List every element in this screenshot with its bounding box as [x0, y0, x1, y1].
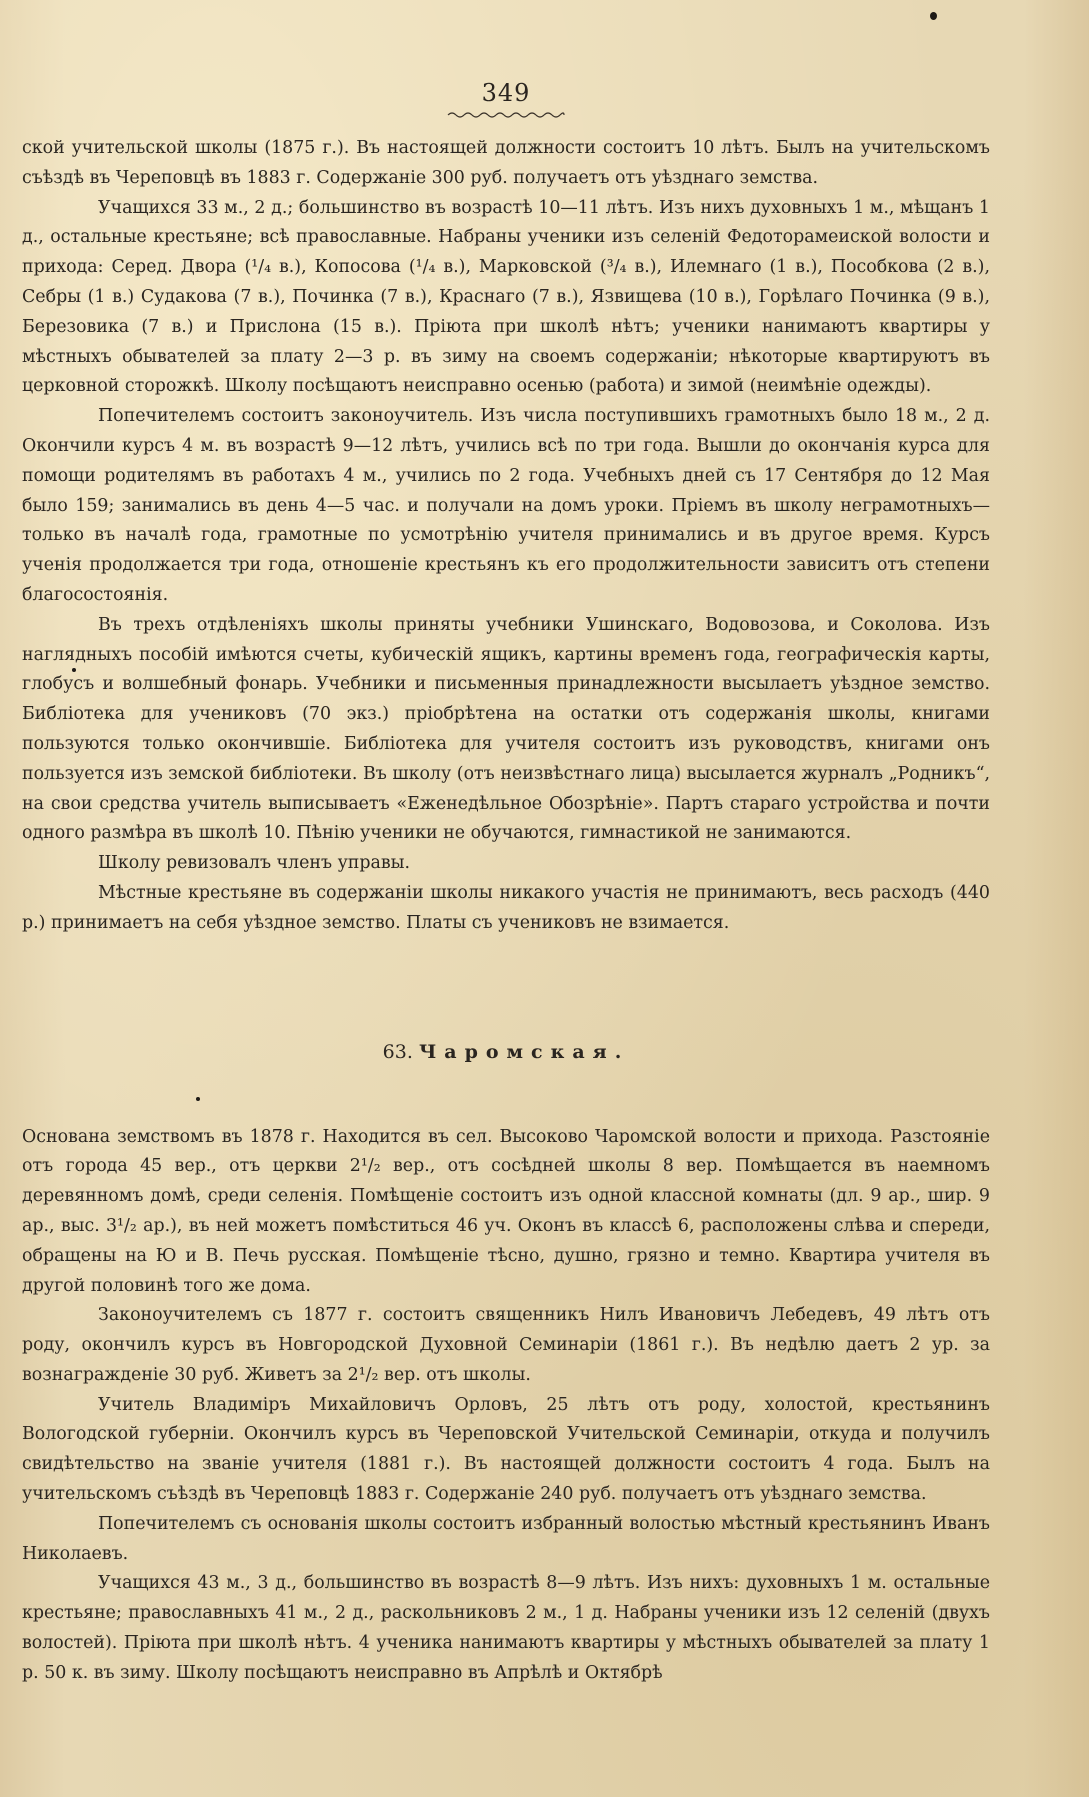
section-number: 63. [382, 1040, 413, 1063]
paragraph: Учащихся 43 м., 3 д., большинство въ возрастѣ 8—9 лѣтъ. Изъ нихъ: духовныхъ 1 м. остальные крестьяне; православныхъ 41 м., 2 д., раскольниковъ 2 м., 1 д. Набраны ученики изъ 12 селеній (двухъ волостей). Пріюта при школѣ нѣтъ. 4 ученика нанимаютъ квартиры у мѣстныхъ обывателей за плату 1 р. 50 к. въ зиму. Школу посѣщаютъ неисправно въ Апрѣлѣ и Октябрѣ [22, 1573, 990, 1683]
wavy-ornament [446, 110, 566, 120]
paragraph: Школу ревизовалъ членъ управы. [98, 853, 411, 874]
paragraph: Учащихся 33 м., 2 д.; большинство въ возрастѣ 10—11 лѣтъ. Изъ нихъ духовныхъ 1 м., мѣщанъ 1 д., остальные крестьяне; всѣ православные. Набраны ученики изъ селеній Федоторамеиской волости и прихода: Серед. Двора (¹/₄ в.), Копосова (¹/₄ в.), Марковской (³/₄ в.), Илемнаго (1 в.), Пособкова (2 в.), Себры (1 в.) Судакова (7 в.), Починка (7 в.), Краснаго (7 в.), Язвищева (10 в.), Горѣлаго Починка (9 в.), Березовика (7 в.) и Прислона (15 в.). Пріюта при школѣ нѣтъ; ученики нанимаютъ квартиры у мѣстныхъ обывателей за плату 2—3 р. въ зиму на своемъ содержаніи; нѣкоторые квартируютъ въ церковной сторожкѣ. Школу посѣщаютъ неисправно осенью (работа) и зимой (неимѣніе одежды). [22, 197, 990, 397]
paragraph: Въ трехъ отдѣленіяхъ школы приняты учебники Ушинскаго, Водовозова, и Соколова. Изъ наглядныхъ пособій имѣются счеты, кубическій ящикъ, картины временъ года, географическія карты, глобусъ и волшебный фонарь. Учебники и письменныя принадлежности высылаетъ уѣздное земство. Библіотека для учениковъ (70 экз.) пріобрѣтена на остатки отъ содержанія школы, книгами пользуются только окончившіе. Библіотека для учителя состоитъ изъ руководствъ, книгами онъ пользуется изъ земской библіотеки. Въ школу (отъ неизвѣстнаго лица) высылается журналъ „Родникъ“, на свои средства учитель выписываетъ «Еженедѣльное Обозрѣніе». Партъ стараго устройства и почти одного размѣра въ школѣ 10. Пѣнію ученики не обучаются, гимнастикой не занимаются. [22, 614, 990, 844]
section-heading [22, 1037, 990, 1067]
paragraph: Учитель Владиміръ Михайловичъ Орловъ, 25 лѣтъ отъ роду, холостой, крестьянинъ Вологодской губерніи. Окончилъ курсъ въ Череповской Учительской Семинаріи, откуда и получилъ свидѣтельство на званіе учителя (1881 г.). Въ настоящей должности состоитъ 4 года. Былъ на учительскомъ съѣздѣ въ Череповцѣ 1883 г. Содержаніе 240 руб. получаетъ отъ уѣзднаго земства. [22, 1394, 990, 1505]
section-title: Чаромская. [418, 1040, 630, 1063]
paragraph: Попечителемъ съ основанія школы состоитъ избранный волостью мѣстный крестьянинъ Иванъ Николаевъ. [22, 1513, 990, 1564]
text-block-bottom [22, 1123, 990, 1689]
text-block-top [22, 134, 990, 939]
paragraph: Законоучителемъ съ 1877 г. состоитъ священникъ Нилъ Ивановичъ Лебедевъ, 49 лѣтъ отъ роду, окончилъ курсъ въ Новгородской Духовной Семинаріи (1861 г.). Въ недѣлю даетъ 2 ур. за вознагражденіе 30 руб. Живетъ за 2¹/₂ вер. отъ школы. [22, 1305, 990, 1385]
ink-speck [930, 12, 937, 20]
paragraph: ской учительской школы (1875 г.). Въ настоящей должности состоитъ 10 лѣтъ. Былъ на учительскомъ съѣздѣ въ Череповцѣ въ 1883 г. Содержаніе 300 руб. получаетъ отъ уѣзднаго земства. [22, 138, 990, 188]
page-number: 349 [481, 79, 531, 107]
paragraph: Основана земствомъ въ 1878 г. Находится въ сел. Высоково Чаромской волости и прихода. Разстояніе отъ города 45 вер., отъ церкви 2¹/₂ вер., отъ сосѣдней школы 8 вер. Помѣщается въ наемномъ деревянномъ домѣ, среди селенія. Помѣщеніе состоитъ изъ одной классной комнаты (дл. 9 ар., шир. 9 ар., выс. 3¹/₂ ар.), въ ней можетъ помѣститься 46 уч. Оконъ въ классѣ 6, расположены слѣва и спереди, обращены на Ю и В. Печь русская. Помѣщеніе тѣсно, душно, грязно и темно. Квартира учителя въ другой половинѣ того же дома. [22, 1126, 990, 1296]
paragraph: Мѣстные крестьяне въ содержаніи школы никакого участія не принимаютъ, весь расходъ (440 р.) принимаетъ на себя уѣздное земство. Платы съ учениковъ не взимается. [22, 882, 990, 933]
document-page [22, 78, 990, 1689]
paragraph: Попечителемъ состоитъ законоучитель. Изъ числа поступившихъ грамотныхъ было 18 м., 2 д. Окончили курсъ 4 м. въ возрастѣ 9—12 лѣтъ, учились всѣ по три года. Вышли до окончанія курса для помощи родителямъ въ работахъ 4 м., учились по 2 года. Учебныхъ дней съ 17 Сентября до 12 Мая было 159; занимались въ день 4—5 час. и получали на домъ уроки. Пріемъ въ школу неграмотныхъ—только въ началѣ года, грамотные по усмотрѣнію учителя принимались и въ другое время. Курсъ ученія продолжается три года, отношеніе крестьянъ къ его продолжительности зависитъ отъ степени благосостоянія. [22, 406, 990, 605]
